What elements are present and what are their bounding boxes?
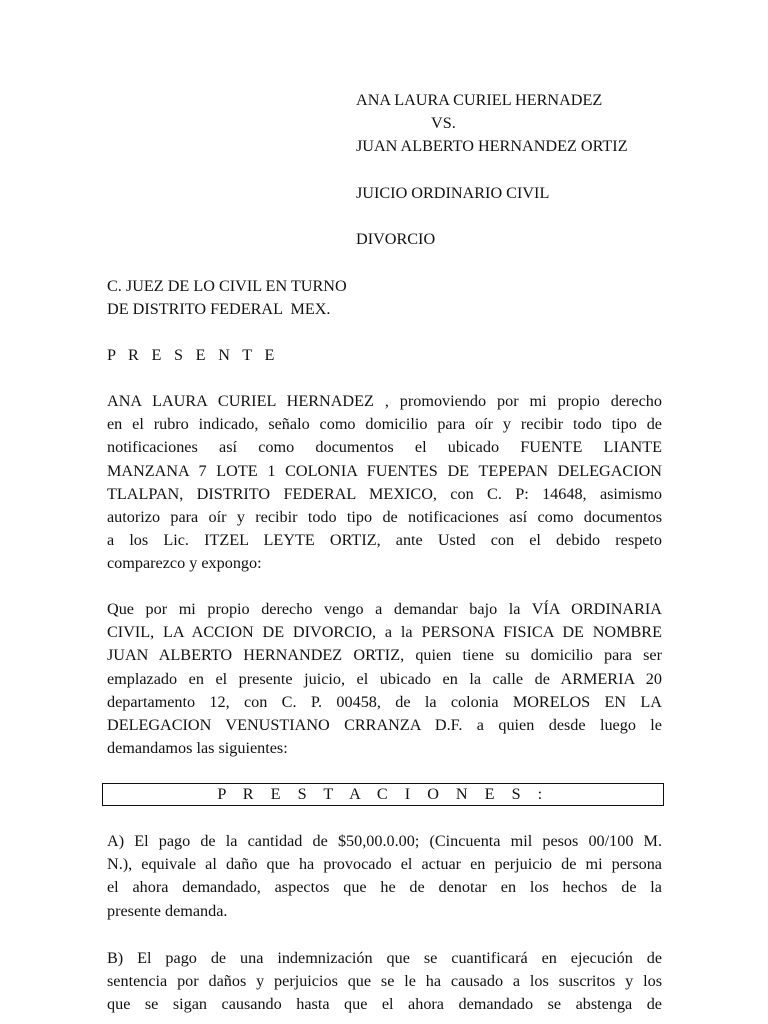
paragraph-line: notificaciones así como documentos el ubicado FUENTE LIANTE (107, 438, 662, 457)
addressee-line-1: C. JUEZ DE LO CIVIL EN TURNO (107, 277, 347, 295)
salutation: P R E S E N T E (107, 346, 279, 364)
intro-paragraph (107, 390, 662, 576)
paragraph-line: en el rubro indicado, señalo como domicilio para oír y recibir todo tipo de (107, 415, 662, 434)
versus-label: VS. (431, 114, 456, 133)
actor-name: ANA LAURA CURIEL HERNADEZ (356, 91, 603, 109)
paragraph-line: a los Lic. ITZEL LEYTE ORTIZ, ante Usted con el debido respeto (107, 531, 662, 550)
prestacion-b-paragraph (107, 947, 662, 1017)
paragraph-line: TLALPAN, DISTRITO FEDERAL MEXICO, con C. P: 14648, asimismo (107, 484, 662, 503)
addressee-block (107, 275, 667, 321)
prestacion-a-paragraph (107, 830, 662, 923)
prestaciones-heading: P R E S T A C I O N E S : (102, 783, 664, 806)
trial-type: JUICIO ORDINARIO CIVIL (356, 183, 550, 202)
case-matter: DIVORCIO (356, 230, 436, 249)
caption-spacer (356, 205, 686, 228)
paragraph-line: ANA LAURA CURIEL HERNADEZ , promoviendo por mi propio derecho (107, 392, 662, 410)
paragraph-line: CIVIL, LA ACCION DE DIVORCIO, a la PERSONA FISICA DE NOMBRE (107, 623, 662, 642)
paragraph-line: B) El pago de una indemnización que se cuantificará en ejecución de (107, 949, 662, 967)
paragraph-line: Que por mi propio derecho vengo a demandar bajo la VÍA ORDINARIA (107, 600, 662, 618)
paragraph-line: A) El pago de la cantidad de $50,00.0.00; (Cincuenta mil pesos 00/100 M. (107, 832, 662, 850)
paragraph-line: autorizo para oír y recibir todo tipo de notificaciones así como documentos (107, 508, 662, 527)
defendant-name: JUAN ALBERTO HERNANDEZ ORTIZ (356, 137, 628, 156)
demand-paragraph (107, 598, 662, 760)
paragraph-line: que se sigan causando hasta que el ahora demandado se abstenga de (107, 995, 662, 1014)
paragraph-line: emplazado en el presente juicio, el ubicado en la calle de ARMERIA 20 (107, 669, 662, 688)
paragraph-line: DELEGACION VENUSTIANO CRRANZA D.F. a quien desde luego le (107, 716, 662, 735)
paragraph-line: el ahora demandado, aspectos que he de denotar en los hechos de la (107, 878, 662, 897)
paragraph-line: sentencia por daños y perjuicios que se le ha causado a los suscritos y los (107, 972, 662, 991)
paragraph-line: N.), equivale al daño que ha provocado el actuar en perjuicio de mi persona (107, 855, 662, 874)
caption-spacer (356, 159, 686, 182)
paragraph-line: departamento 12, con C. P. 00458, de la colonia MORELOS EN LA (107, 692, 662, 711)
paragraph-line: JUAN ALBERTO HERNANDEZ ORTIZ, quien tiene su domicilio para ser (107, 646, 662, 665)
case-caption (356, 89, 686, 251)
paragraph-line: MANZANA 7 LOTE 1 COLONIA FUENTES DE TEPEPAN DELEGACION (107, 461, 662, 480)
paragraph-line: comparezco y expongo: (107, 554, 262, 573)
paragraph-line: presente demanda. (107, 901, 228, 920)
paragraph-line: demandamos las siguientes: (107, 739, 288, 758)
addressee-line-2: DE DISTRITO FEDERAL MEX. (107, 300, 331, 319)
